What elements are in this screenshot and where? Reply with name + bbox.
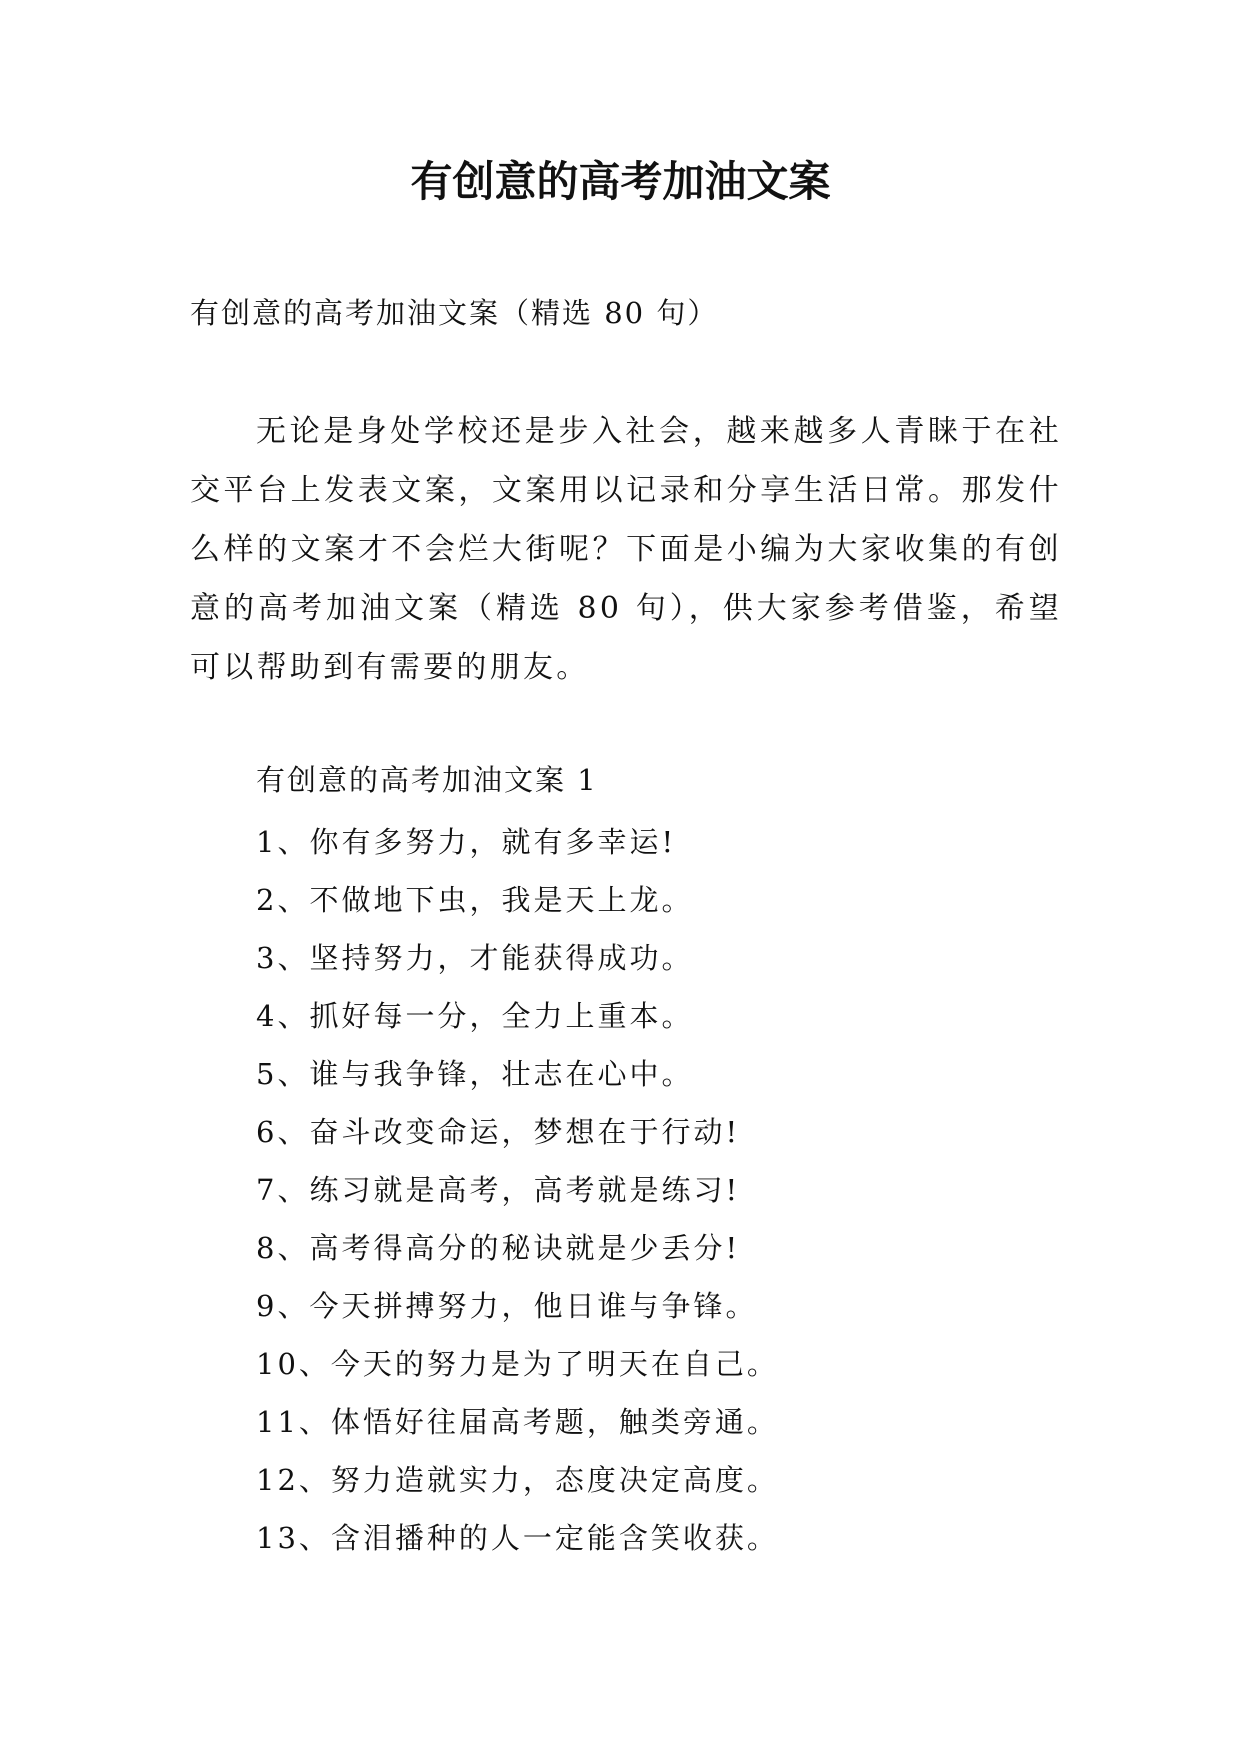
quote-item: 1、你有多努力，就有多幸运! [256, 825, 677, 859]
quote-item: 11、体悟好往届高考题，触类旁通。 [256, 1405, 779, 1439]
quote-item: 8、高考得高分的秘诀就是少丢分! [256, 1231, 741, 1265]
section-heading: 有创意的高考加油文案 1 [256, 763, 598, 797]
quote-item: 2、不做地下虫，我是天上龙。 [256, 883, 694, 917]
quote-list [256, 822, 779, 1576]
quote-item: 5、谁与我争锋，壮志在心中。 [256, 1057, 694, 1091]
quote-item: 9、今天拼搏努力，他日谁与争锋。 [256, 1289, 758, 1323]
quote-item: 10、今天的努力是为了明天在自己。 [256, 1347, 779, 1381]
quote-item: 4、抓好每一分，全力上重本。 [256, 999, 694, 1033]
quote-item: 7、练习就是高考，高考就是练习! [256, 1173, 741, 1207]
quote-item: 12、努力造就实力，态度决定高度。 [256, 1463, 779, 1497]
quote-item: 6、奋斗改变命运，梦想在于行动! [256, 1115, 741, 1149]
document-subtitle: 有创意的高考加油文案（精选 80 句） [190, 296, 719, 330]
intro-paragraph: 无论是身处学校还是步入社会，越来越多人青睐于在社交平台上发表文案，文案用以记录和分享生活日常。那发什么样的文案才不会烂大街呢？下面是小编为大家收集的有创意的高考加油文案（精选 80 句），供大家参考借鉴，希望可以帮助到有需要的朋友。 [190, 414, 1062, 685]
quote-item: 13、含泪播种的人一定能含笑收获。 [256, 1521, 779, 1555]
quote-item: 3、坚持努力，才能获得成功。 [256, 941, 694, 975]
document-title: 有创意的高考加油文案 [410, 157, 831, 206]
